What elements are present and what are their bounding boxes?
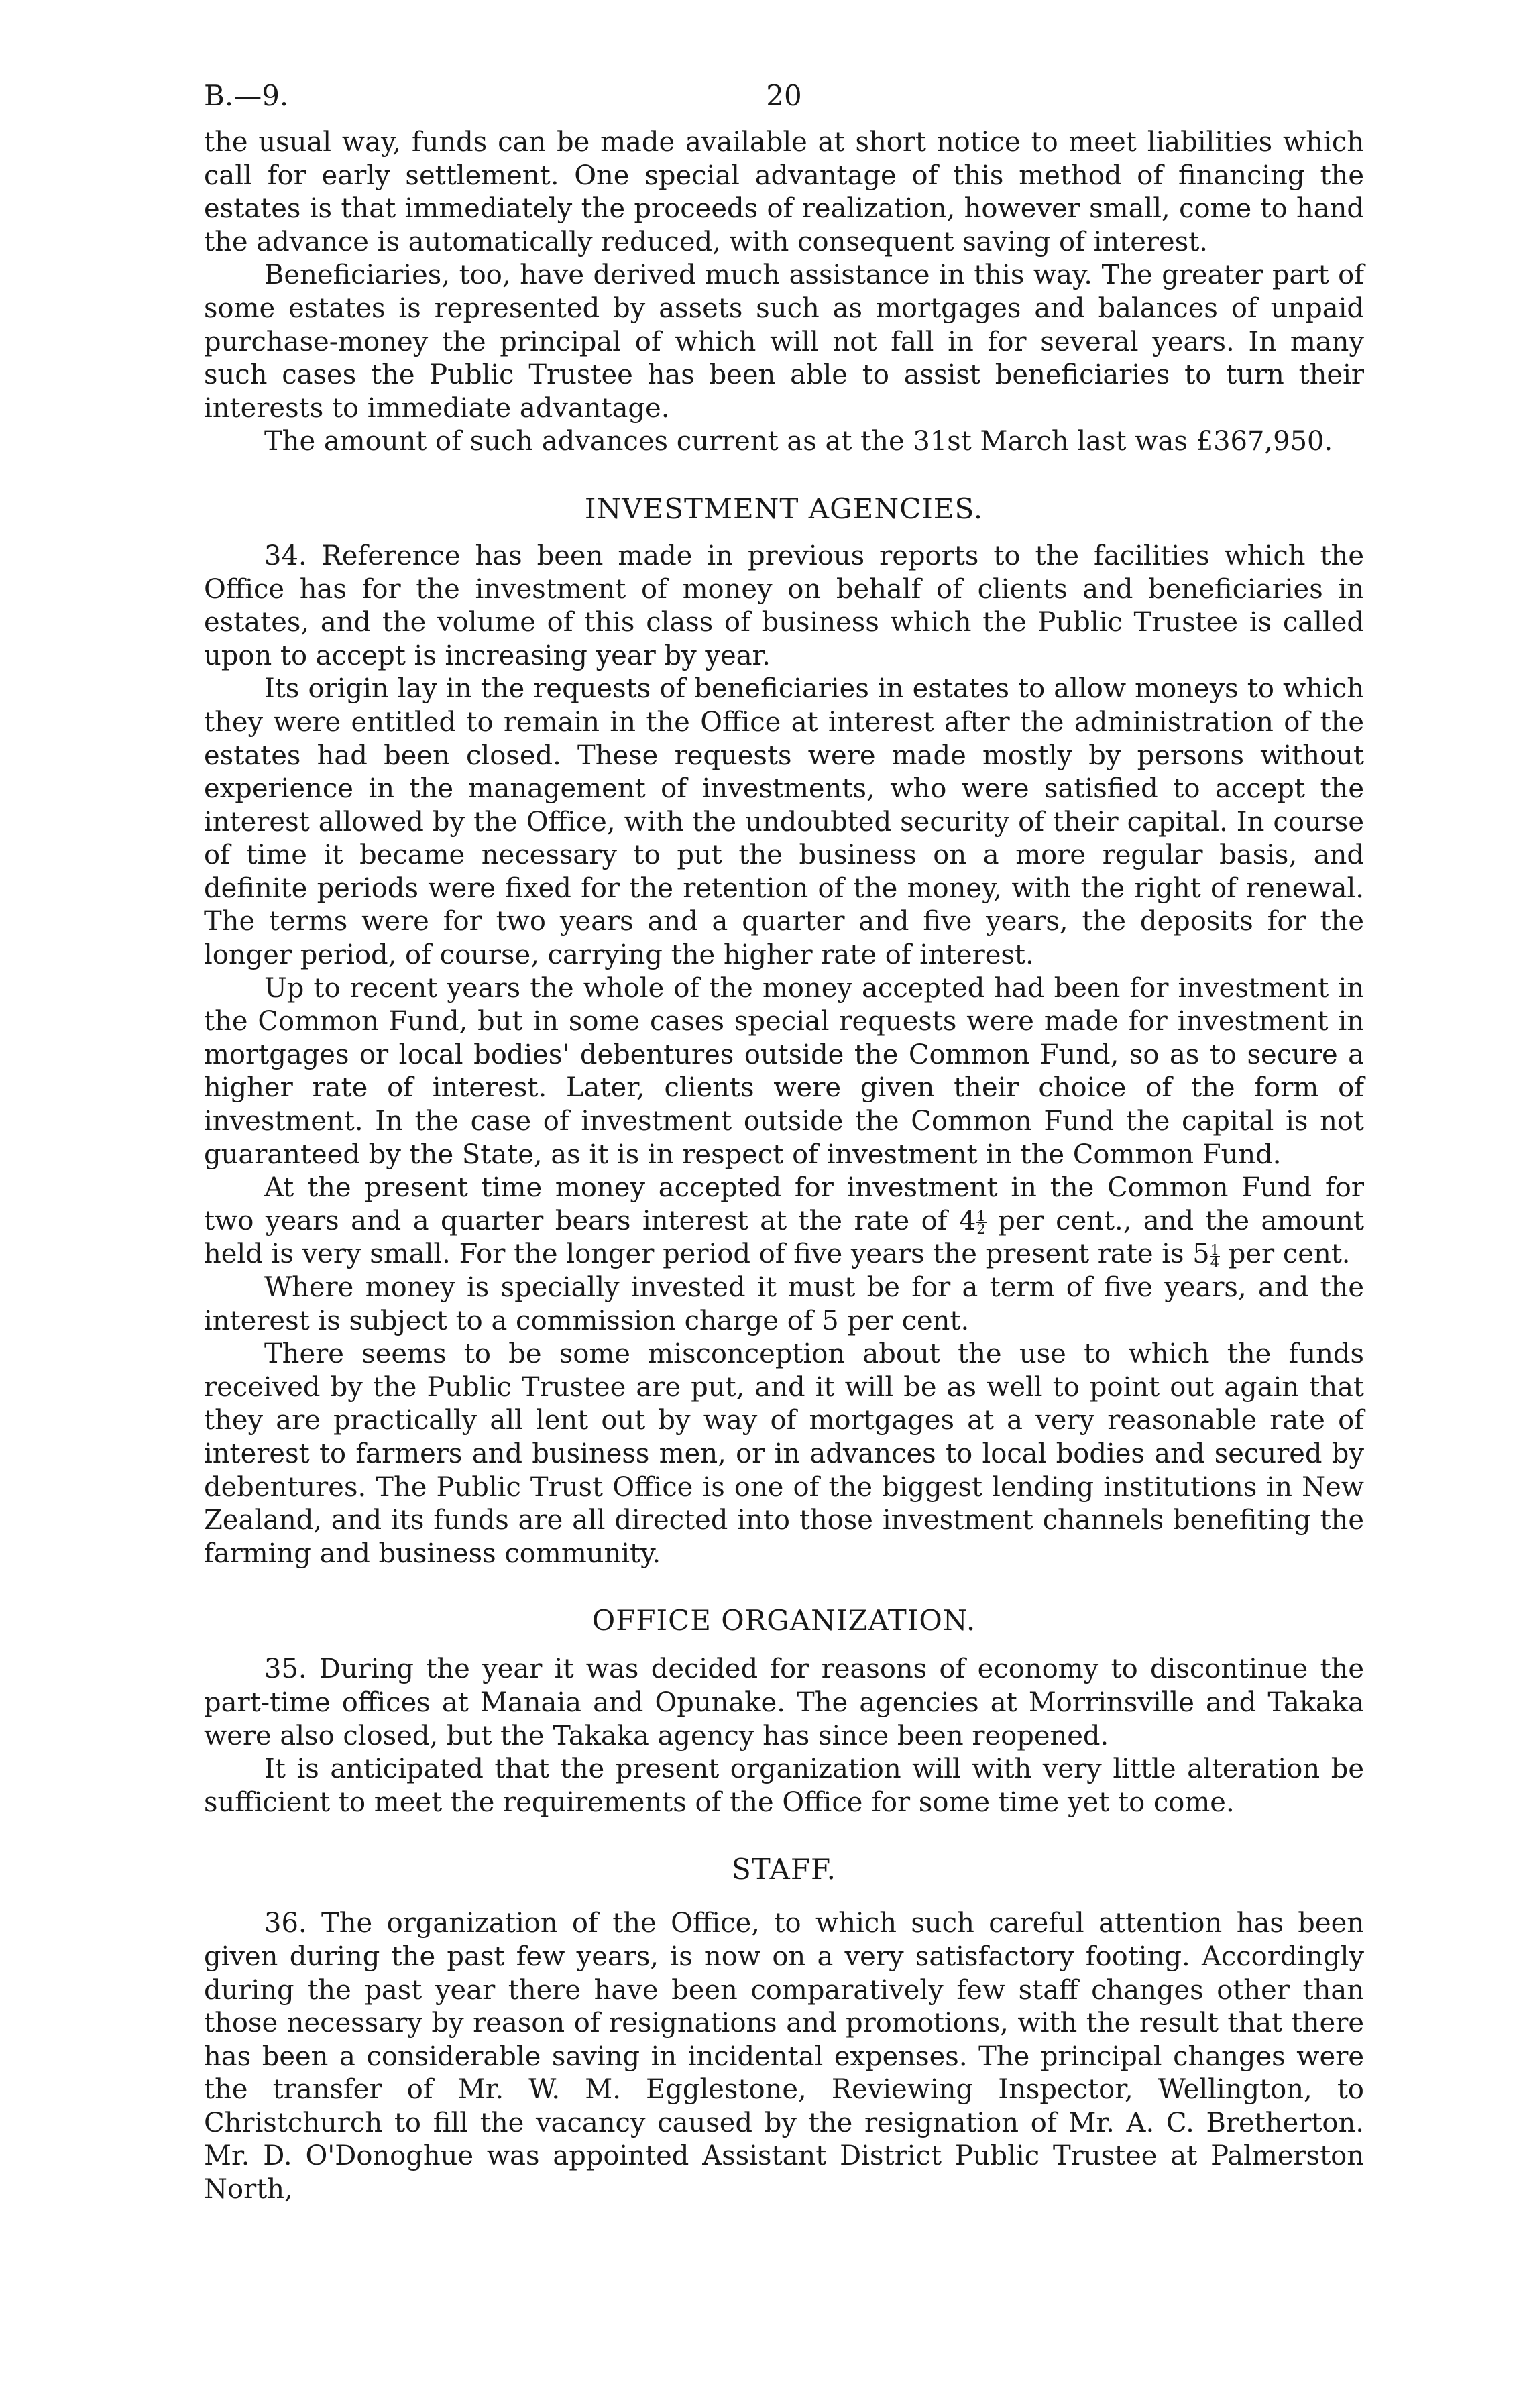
paragraph: Up to recent years the whole of the money accepted had been for investment in the Common Fund, but in some cases special requests were made for investment in mortgages or local bodies' debentures outside the Common Fund, so as to secure a higher rate of interest. Later, clients were given their choice of the form of investment. In the case of investment outside the Common Fund the capital is not guaranteed by the State, as it is in respect of investment in the Common Fund. (204, 972, 1364, 1170)
page-header (204, 79, 1364, 126)
text-run: per cent. (1220, 1239, 1351, 1270)
fraction-denominator: 4 (1210, 1254, 1220, 1271)
fraction-numerator: 1 (976, 1208, 986, 1225)
document-page (204, 79, 1364, 2207)
text-run: At the present time money accepted for investment in the Common Fund for two years and a quarter bears interest at the rate of 4 (204, 1172, 1364, 1237)
paragraph: Where money is specially invested it must be for a term of five years, and the interest is subject to a commission charge of 5 per cent. (204, 1272, 1364, 1336)
section-heading-office-organization: OFFICE ORGANIZATION. (592, 1604, 976, 1638)
fraction-one-half (976, 1208, 986, 1238)
paragraph: The amount of such advances current as at the 31st March last was £367,950. (264, 426, 1333, 457)
paragraph-interest-rates (204, 1171, 1364, 1271)
paragraph: 34. Reference has been made in previous reports to the facilities which the Office has for the investment of money on behalf of clients and beneficiaries in estates, and the volume of this class of business which the Public Trustee is called upon to accept is increasing year by year. (204, 540, 1364, 671)
paragraph: It is anticipated that the present organization will with very little alteration be sufficient to meet the requirements of the Office for some time yet to come. (204, 1754, 1364, 1818)
page-number: 20 (766, 79, 802, 112)
paragraph: the usual way, funds can be made available at short notice to meet liabilities which call for early settlement. One special advantage of this method of financing the estates is that immediately the proceeds of realization, however small, come to hand the advance is automatically reduced, with consequent saving of interest. (204, 127, 1364, 257)
section-heading-investment-agencies: INVESTMENT AGENCIES. (584, 492, 984, 525)
fraction-numerator: 1 (1210, 1241, 1220, 1258)
paragraph: 36. The organization of the Office, to which such careful attention has been given during the past few years, is now on a very satisfactory footing. Accordingly during the past year there have been comparatively few staff changes other than those necessary by reason of resignations and promotions, with the result that there has been a considerable saving in incidental expenses. The principal changes were the transfer of Mr. W. M. Egglestone, Reviewing Inspector, Wellington, to Christchurch to fill the vacancy caused by the resignation of Mr. A. C. Bretherton. Mr. D. O'Donoghue was appointed Assistant District Public Trustee at Palmerston North, (204, 1908, 1364, 2205)
paragraph: Its origin lay in the requests of beneficiaries in estates to allow moneys to which they were entitled to remain in the Office at interest after the administration of the estates had been closed. These requests were made mostly by persons without experience in the management of investments, who were satisfied to accept the interest allowed by the Office, with the undoubted security of their capital. In course of time it became necessary to put the business on a more regular basis, and definite periods were fixed for the retention of the money, with the right of renewal. The terms were for two years and a quarter and five years, the deposits for the longer period, of course, carrying the higher rate of interest. (204, 673, 1364, 971)
paragraph: Beneficiaries, too, have derived much assistance in this way. The greater part of some estates is represented by assets such as mortgages and balances of unpaid purchase-money the principal of which will not fall in for several years. In many such cases the Public Trustee has been able to assist beneficiaries to turn their interests to immediate advantage. (204, 260, 1364, 424)
text-run: per cent., and the amount held is very small. For the longer period of five years the present rate is 5 (204, 1205, 1364, 1270)
document-reference: B.—9. (204, 79, 289, 112)
paragraph: There seems to be some misconception about the use to which the funds received by the Public Trustee are put, and it will be as well to point out again that they are practically all lent out by way of mortgages at a very reasonable rate of interest to farmers and business men, or in advances to local bodies and secured by debentures. The Public Trust Office is one of the biggest lending institutions in New Zealand, and its funds are all directed into those investment channels benefiting the farming and business community. (204, 1338, 1364, 1569)
fraction-denominator: 2 (976, 1221, 986, 1238)
fraction-one-quarter (1210, 1241, 1220, 1271)
paragraph: 35. During the year it was decided for reasons of economy to discontinue the part-time offices at Manaia and Opunake. The agencies at Morrinsville and Takaka were also closed, but the Takaka agency has since been reopened. (204, 1654, 1364, 1752)
section-heading-staff: STAFF. (732, 1853, 836, 1886)
